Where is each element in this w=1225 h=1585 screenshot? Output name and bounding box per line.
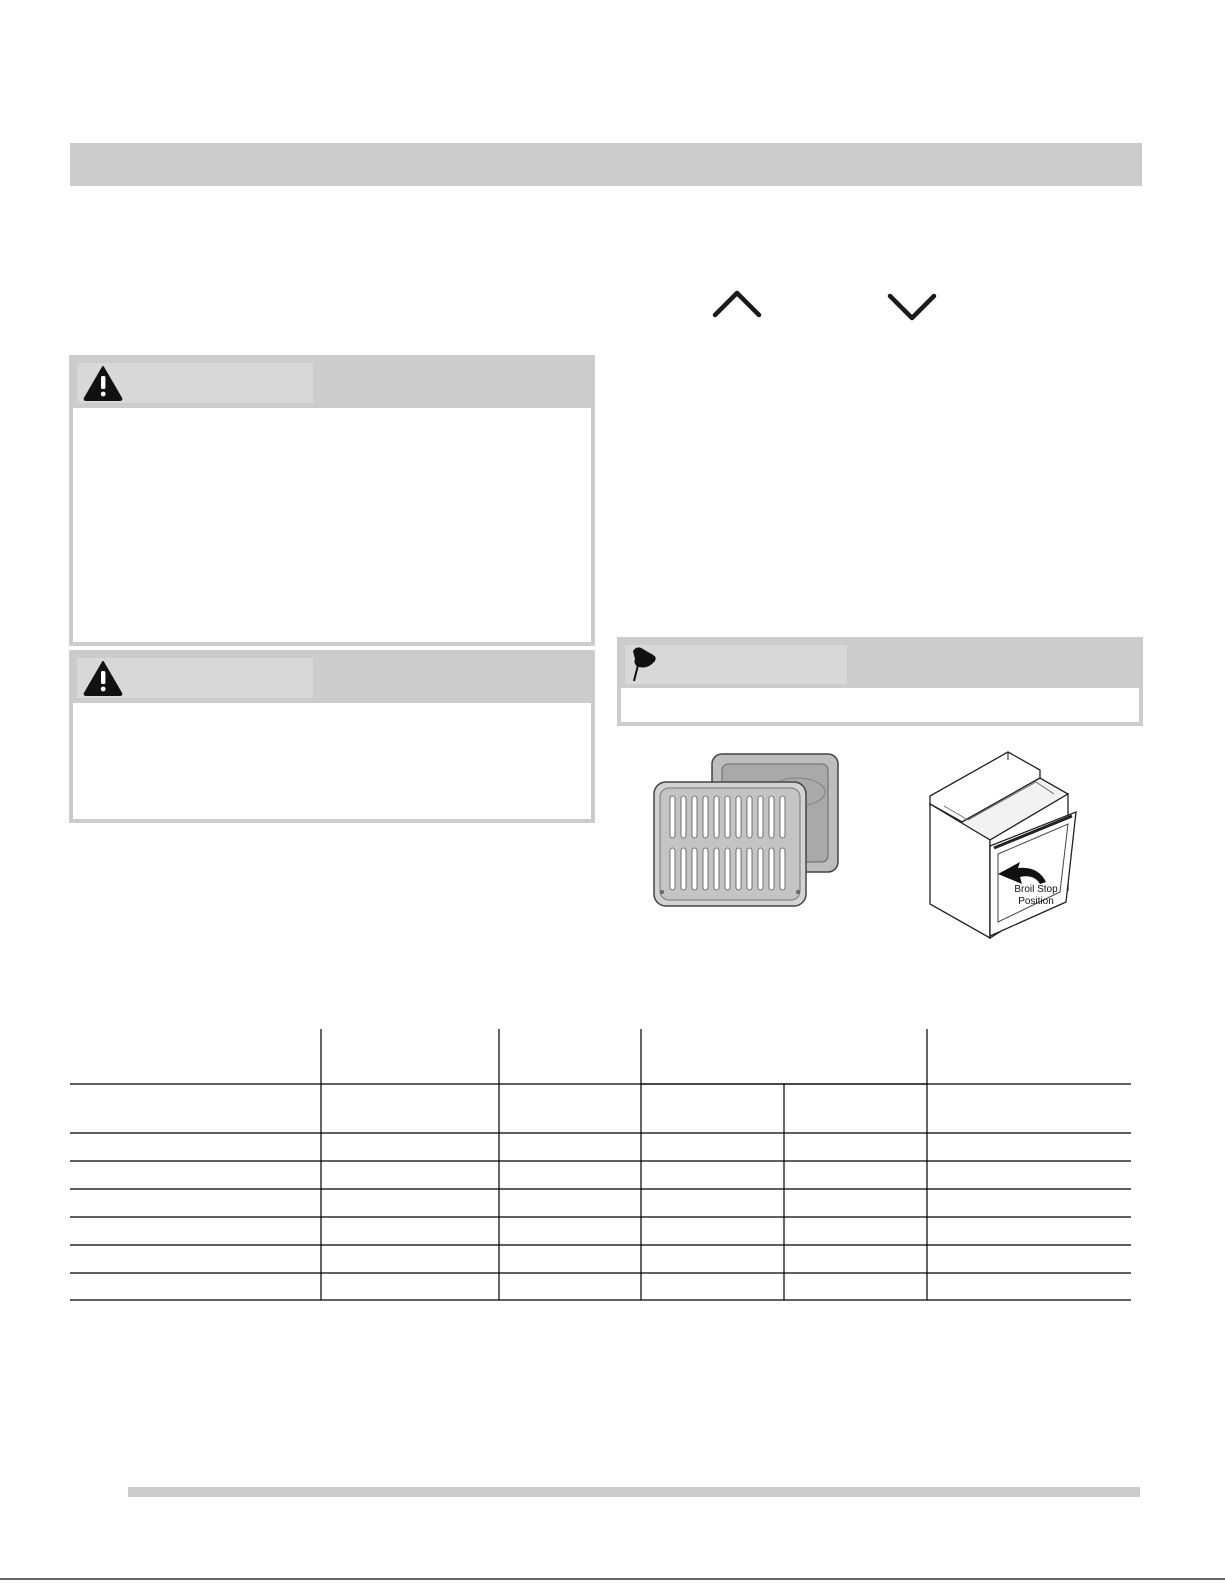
range-broil-stop-illustration — [928, 750, 1080, 947]
broil-stop-label-line-1: Broil Stop — [1014, 884, 1058, 895]
warning-header — [73, 359, 591, 408]
broiling-table — [70, 1029, 1132, 1301]
section-title-bar — [70, 143, 1142, 186]
pushpin-icon — [627, 643, 663, 688]
page-bottom-rule — [0, 1578, 1225, 1580]
note-box — [617, 637, 1143, 726]
broil-stop-label — [1004, 884, 1068, 908]
warning-box-1 — [69, 355, 595, 646]
warning-triangle-icon — [83, 365, 123, 406]
broiler-pan-illustration — [652, 752, 842, 915]
warning-header — [73, 654, 591, 703]
warning-triangle-icon — [83, 660, 123, 701]
warning-box-2 — [69, 650, 595, 823]
note-header — [621, 641, 1139, 688]
chevron-up-icon — [712, 287, 762, 319]
broil-stop-label-line-2: Position — [1018, 896, 1054, 907]
chevron-down-icon — [887, 292, 937, 324]
footer-bar — [128, 1487, 1140, 1497]
